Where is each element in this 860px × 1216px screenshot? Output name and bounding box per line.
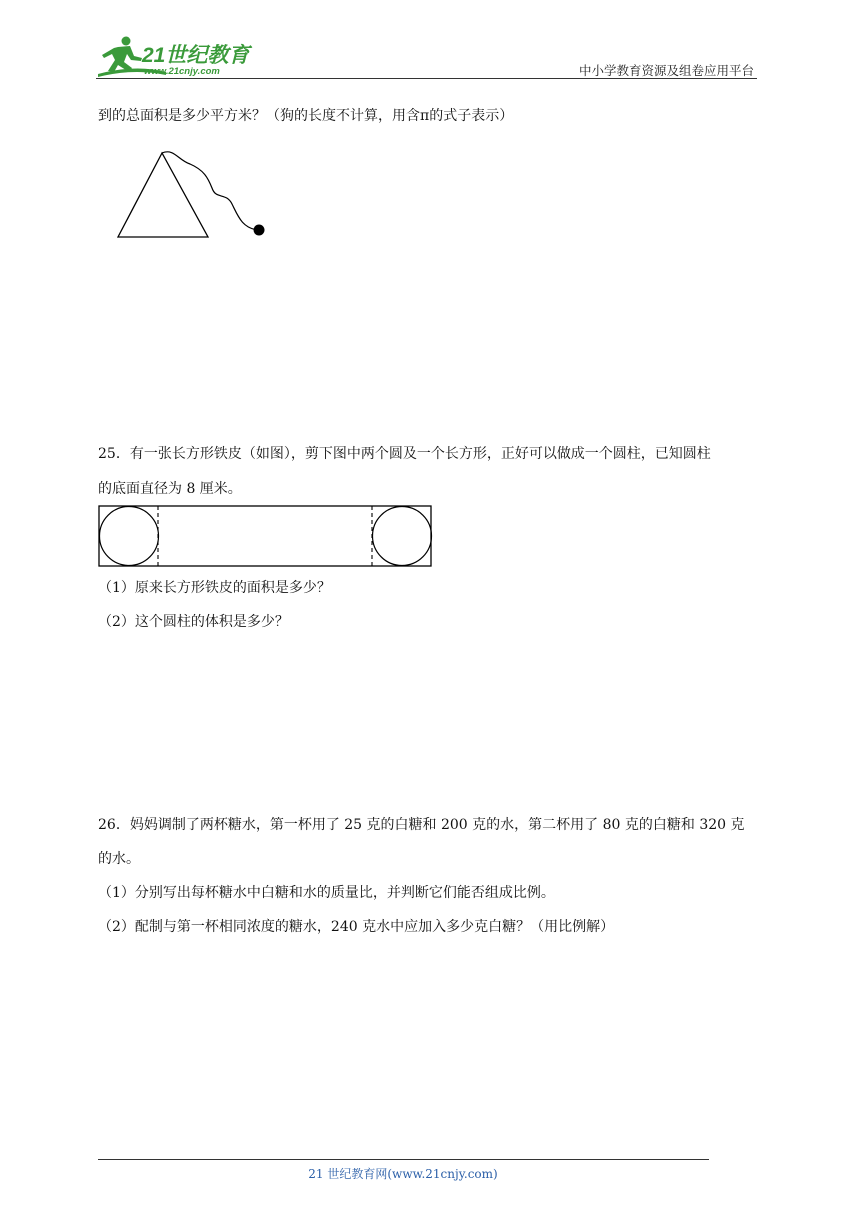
q25-text-line1: 25．有一张长方形铁皮（如图），剪下图中两个圆及一个长方形，正好可以做成一个圆柱，已知圆柱 xyxy=(98,446,711,462)
q26-sub2: （2）配制与第一杯相同浓度的糖水，240 克水中应加入多少克白糖？（用比例解） xyxy=(98,919,615,935)
q25-sub1: （1）原来长方形铁皮的面积是多少？ xyxy=(98,580,331,596)
logo-text: 21世纪教育 xyxy=(142,44,250,67)
site-name: 中小学教育资源及组卷应用平台 xyxy=(578,63,754,78)
right-circle xyxy=(373,507,432,566)
q26-text-line2: 的水。 xyxy=(98,851,140,867)
logo-url: www.21cnjy.com xyxy=(144,66,220,77)
left-circle xyxy=(100,507,159,566)
footer-link[interactable]: 21 世纪教育网(www.21cnjy.com) xyxy=(308,1167,498,1181)
dog-dot xyxy=(254,225,265,236)
rope-curve xyxy=(162,152,258,230)
header-divider xyxy=(96,78,757,79)
footer-divider xyxy=(98,1159,709,1160)
q25-text-line2: 的底面直径为 8 厘米。 xyxy=(98,481,242,497)
q25-sub2: （2）这个圆柱的体积是多少？ xyxy=(98,614,289,630)
sheet-figure xyxy=(98,505,434,568)
site-logo xyxy=(96,34,266,78)
triangle-dog-figure xyxy=(112,148,272,243)
q26-sub1: （1）分别写出每杯糖水中白糖和水的质量比，并判断它们能否组成比例。 xyxy=(98,885,555,901)
q24-tail: 到的总面积是多少平方米？（狗的长度不计算，用含π的式子表示） xyxy=(98,108,514,124)
q26-text-line1: 26．妈妈调制了两杯糖水，第一杯用了 25 克的白糖和 200 克的水，第二杯用了 80 克的白糖和 320 克 xyxy=(98,817,745,833)
